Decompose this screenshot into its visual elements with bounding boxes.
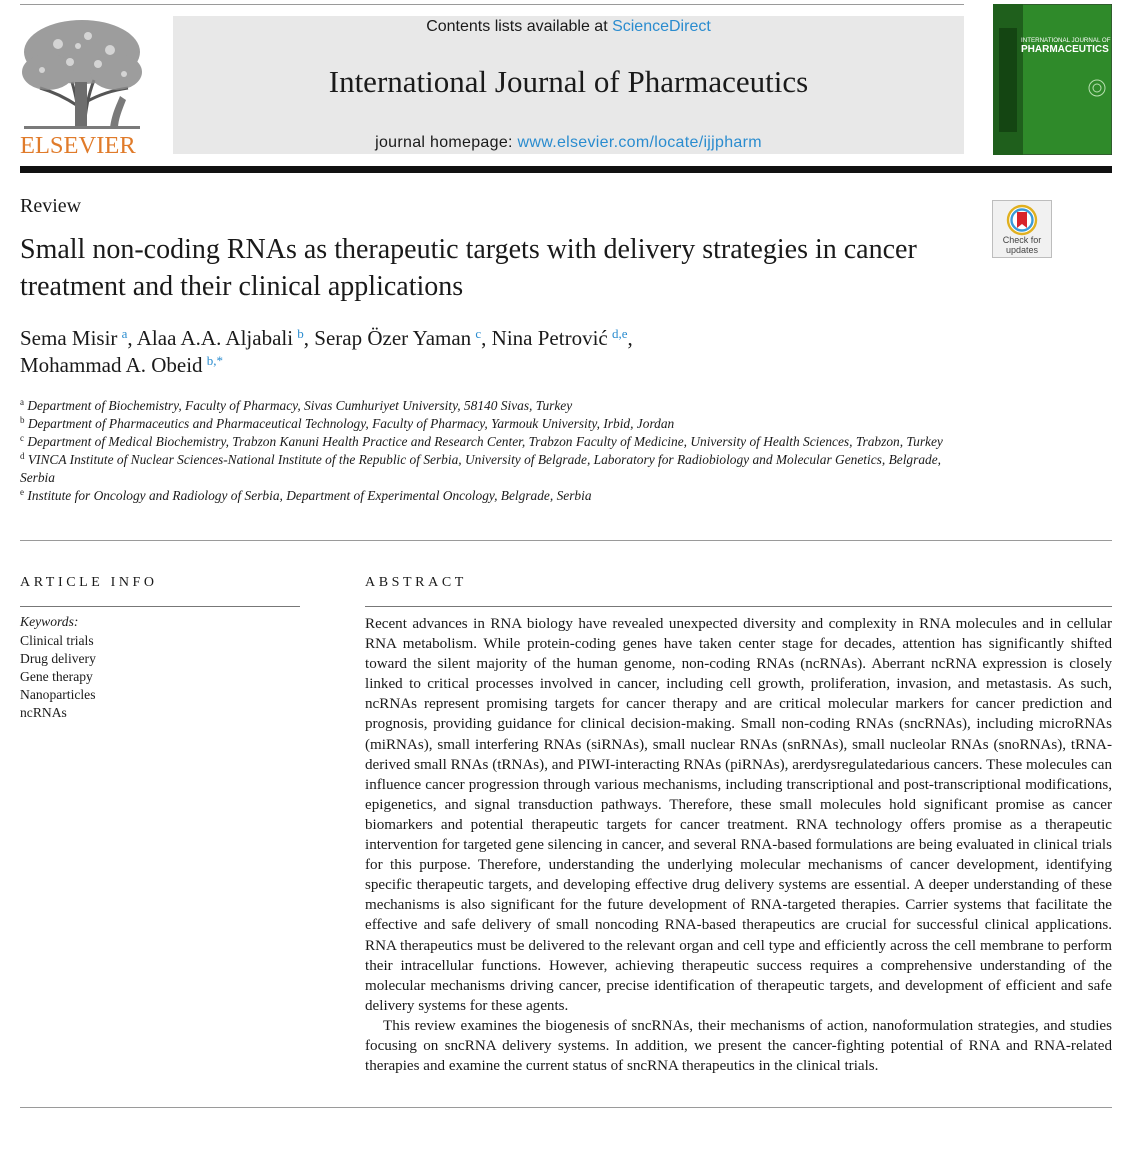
author-separator: , [481, 326, 492, 350]
affiliation-text: Department of Biochemistry, Faculty of Pharmacy, Sivas Cumhuriyet University, 58140 Sivas, Turkey [27, 398, 573, 413]
affiliation-text: Institute for Oncology and Radiology of Serbia, Department of Experimental Oncology, Belgrade, Serbia [27, 488, 592, 503]
affiliation [20, 397, 970, 415]
contents-prefix: Contents lists available at [426, 18, 613, 35]
sciencedirect-link[interactable]: ScienceDirect [612, 18, 711, 35]
author-separator: , [303, 326, 315, 350]
affiliation-label: a [20, 397, 24, 407]
abstract-rule [365, 606, 1112, 607]
keyword[interactable]: Nanoparticles [20, 687, 96, 702]
author-name[interactable]: Alaa A.A. Aljabali [136, 326, 294, 350]
check-updates-badge [992, 200, 1052, 258]
affiliation-label: e [20, 487, 24, 497]
author-affiliation-marker[interactable]: c [475, 326, 482, 341]
affiliation-text: Department of Medical Biochemistry, Trabzon Kanuni Health Practice and Research Center, Trabzon Faculty of Medicine, University of Health Sciences, Trabzon, Turkey [27, 434, 943, 449]
keywords-list [20, 632, 96, 722]
article-info-rule [20, 606, 300, 607]
abstract-paragraph: Recent advances in RNA biology have revealed unexpected diversity and complexity in RNA molecules and in cellular RNA metabolism. While protein-coding genes have taken center stage for decades, attention has significantly shifted toward the silent majority of the human genome, non-coding RNAs (ncRNAs). Aberrant ncRNA expression is closely linked to critical processes involved in cancer, including cell growth, proliferation, invasion, and metastasis. As such, ncRNAs represent promising targets for cancer therapy and are critical molecular markers for cancer prediction and prognosis, providing guidance for clinical decision-making. Small non-coding RNAs (sncRNAs), including microRNAs (miRNAs), small interfering RNAs (siRNAs), small nuclear RNAs (snRNAs), small nucleolar RNAs (snoRNAs), tRNA-derived small RNAs (tRNAs), and PIWI-interacting RNAs (piRNAs), arerdysregulatedarious cancers. These molecules can influence cancer progression through various mechanisms, including transcriptional and post-transcriptional modifications, epigenetics, and signal transduction pathways. Therefore, these small molecules hold significant promise as cancer biomarkers and potential therapeutic targets for cancer treatment. RNA technology offers promise as a therapeutic intervention for targeted gene silencing in cancer, and several RNA-based formulations are being evaluated in clinical trials for this purpose. Therefore, understanding the underlying molecular mechanisms of cancer development, identifying specific therapeutic targets, and developing effective drug delivery systems are essential. A deeper understanding of these mechanisms is also significant for the future development of RNA-targeted therapies. Carrier systems that facilitate the effective and safe delivery of small noncoding RNA-based therapeutics are crucial for successful clinical applications. RNA therapeutics must be delivered to the relevant organ and cell type and efficiently across the cell membrane to perform their intracellular functions. However, achieving therapeutic success requires a comprehensive understanding of the molecular mechanisms driving cancer, precise identification of therapeutic targets, and development of efficient and safe delivery systems for these agents. [365, 616, 1112, 1014]
abstract-paragraph: This review examines the biogenesis of sncRNAs, their mechanisms of action, nanoformulation strategies, and studies focusing on sncRNA delivery systems. In addition, we present the cancer-fighting potential of RNA and RNA-related therapies and examine the current status of sncRNA therapeutics in the clinical trials. [365, 1017, 1112, 1075]
affiliation-list [20, 397, 970, 505]
abstract-body [365, 614, 1112, 1076]
affiliation-label: b [20, 415, 25, 425]
keywords-label: Keywords: [20, 614, 79, 629]
check-for-updates-button[interactable] [992, 200, 1052, 258]
homepage-line [173, 134, 964, 152]
journal-homepage-link[interactable]: www.elsevier.com/locate/ijjpharm [517, 134, 762, 151]
author-affiliation-marker[interactable]: a [121, 326, 128, 341]
affiliation [20, 415, 970, 433]
journal-cover[interactable] [993, 4, 1112, 155]
journal-title: International Journal of Pharmaceutics [328, 64, 809, 99]
journal-banner [173, 16, 964, 154]
author-affiliation-marker[interactable]: d,e [611, 326, 628, 341]
keyword[interactable]: Drug delivery [20, 651, 96, 666]
svg-text:PHARMACEUTICS: PHARMACEUTICS [1021, 44, 1109, 55]
author-separator: , [627, 326, 633, 350]
affiliation-label: c [20, 433, 24, 443]
article-info-heading: ARTICLE INFO [20, 575, 158, 590]
affiliation [20, 451, 970, 487]
author-list [20, 325, 970, 379]
article-type: Review [20, 195, 82, 217]
bottom-rule [20, 1107, 1112, 1108]
affiliation-label: d [20, 451, 25, 461]
tree-icon [18, 16, 146, 158]
author-name[interactable]: Mohammad A. Obeid [20, 353, 203, 377]
affiliation [20, 433, 970, 451]
svg-text:ELSEVIER: ELSEVIER [20, 132, 136, 158]
elsevier-logo[interactable] [18, 16, 146, 158]
author-separator: , [127, 326, 137, 350]
author-name[interactable]: Serap Özer Yaman [314, 326, 472, 350]
keyword[interactable]: ncRNAs [20, 705, 67, 720]
abstract-heading: ABSTRACT [365, 575, 467, 590]
svg-text:Check for: Check for [1002, 235, 1042, 245]
keyword[interactable]: Clinical trials [20, 633, 94, 648]
svg-text:INTERNATIONAL JOURNAL OF: INTERNATIONAL JOURNAL OF [1021, 37, 1111, 44]
affiliation [20, 487, 970, 505]
contents-line [173, 18, 964, 36]
article-title: Small non-coding RNAs as therapeutic targets with delivery strategies in cancer treatment and their clinical applications [20, 234, 917, 302]
keyword[interactable]: Gene therapy [20, 669, 93, 684]
section-rule [20, 540, 1112, 541]
author-name[interactable]: Sema Misir [20, 326, 118, 350]
affiliation-text: VINCA Institute of Nuclear Sciences-National Institute of the Republic of Serbia, University of Belgrade, Laboratory for Radiobiology and Molecular Genetics, Belgrade, Serbia [20, 452, 942, 485]
top-rule [20, 4, 964, 5]
homepage-prefix: journal homepage: [375, 134, 518, 151]
affiliation-text: Department of Pharmaceutics and Pharmaceutical Technology, Faculty of Pharmacy, Yarmouk University, Irbid, Jordan [27, 416, 675, 431]
author-affiliation-marker[interactable]: b [297, 326, 304, 341]
cover-image [993, 4, 1112, 155]
header-thick-rule [20, 166, 1112, 173]
svg-text:updates: updates [1005, 245, 1039, 255]
author-affiliation-marker[interactable]: b,* [206, 353, 224, 368]
author-name[interactable]: Nina Petrović [491, 326, 608, 350]
